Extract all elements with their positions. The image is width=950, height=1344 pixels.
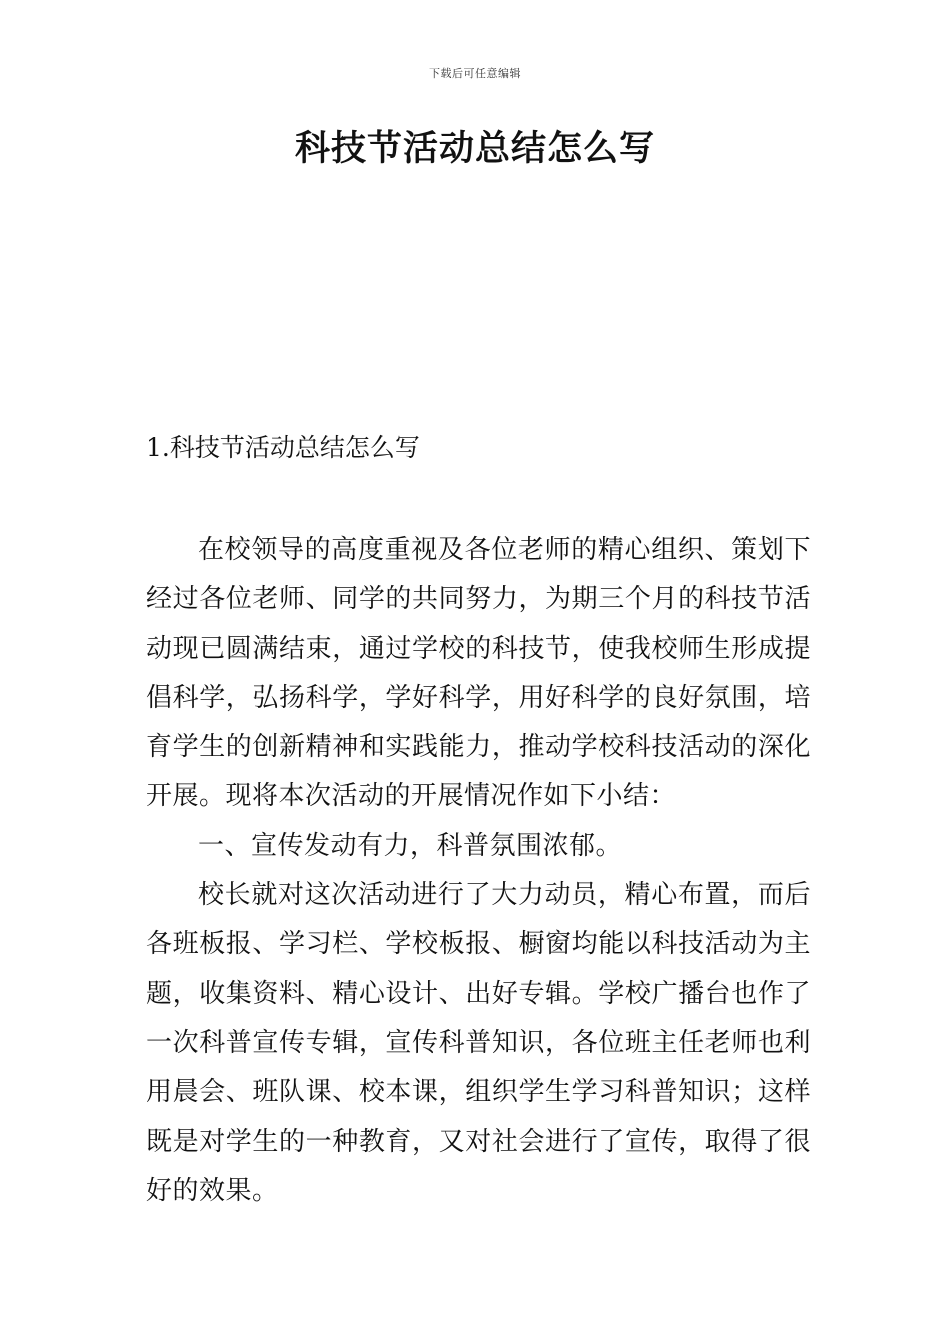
header-note: 下载后可任意编辑: [429, 67, 521, 80]
paragraph-intro: 在校领导的高度重视及各位老师的精心组织、策划下经过各位老师、同学的共同努力，为期三个月的科技节活动现已圆满结束，通过学校的科技节，使我校师生形成提倡科学，弘扬科学，学好科学，用好科学的良好氛围，培育学生的创新精神和实践能力，推动学校科技活动的深化开展。现将本次活动的开展情况作如下小结：: [146, 535, 811, 812]
paragraph-subheading-1: 一、宣传发动有力，科普氛围浓郁。: [198, 830, 623, 861]
document-title: 科技节活动总结怎么写: [294, 129, 655, 169]
body-text: [146, 526, 811, 1216]
section-heading: 1.科技节活动总结怎么写: [146, 433, 420, 462]
paragraph-publicity: 校长就对这次活动进行了大力动员，精心布置，而后各班板报、学习栏、学校板报、橱窗均能以科技活动为主题，收集资料、精心设计、出好专辑。学校广播台也作了一次科普宣传专辑，宣传科普知识，各位班主任老师也利用晨会、班队课、校本课，组织学生学习科普知识；这样既是对学生的一种教育，又对社会进行了宣传，取得了很好的效果。: [146, 880, 811, 1206]
